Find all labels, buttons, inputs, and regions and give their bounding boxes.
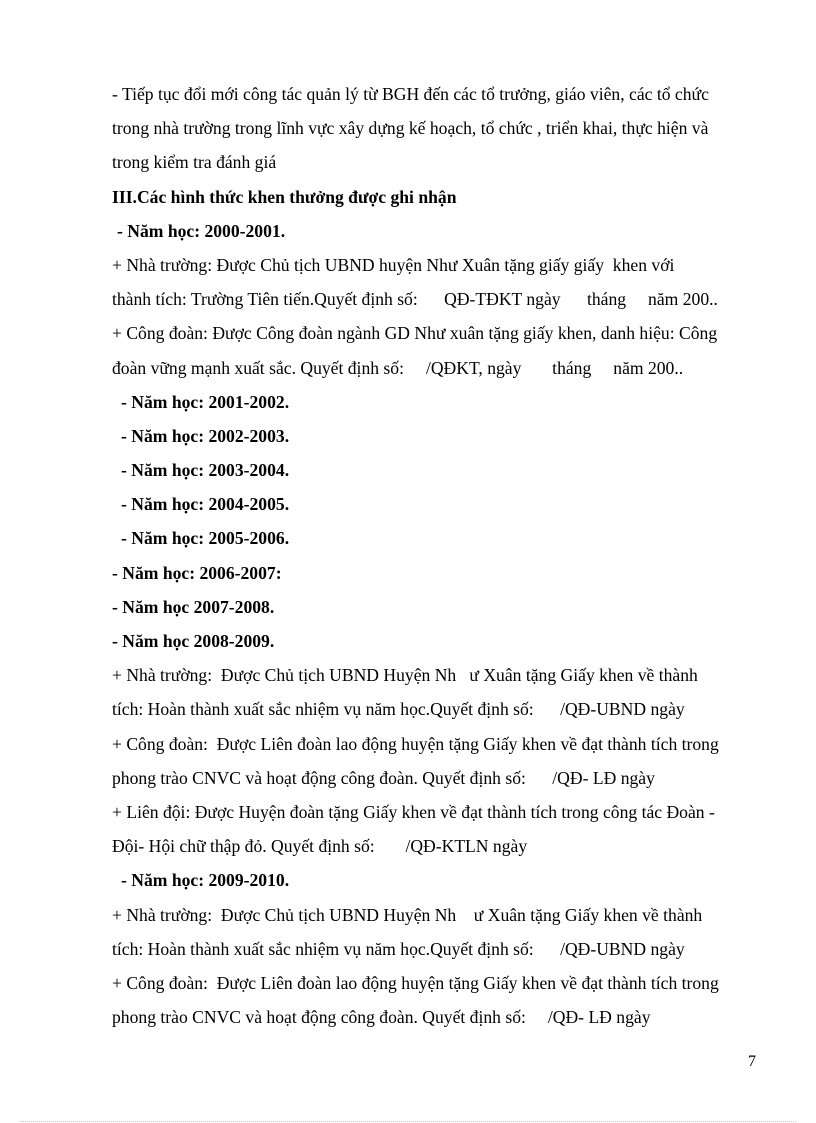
section-heading: - Năm học: 2004-2005. bbox=[121, 494, 290, 515]
text-line: phong trào CNVC và hoạt động công đoàn. Quyết định số: /QĐ- LĐ ngày bbox=[112, 1007, 651, 1028]
text-line: tích: Hoàn thành xuất sắc nhiệm vụ năm học.Quyết định số: /QĐ-UBND ngày bbox=[112, 699, 685, 720]
footer-divider bbox=[20, 1121, 796, 1122]
text-line: + Công đoàn: Được Liên đoàn lao động huyện tặng Giấy khen về đạt thành tích trong bbox=[112, 972, 719, 993]
section-heading: - Năm học: 2001-2002. bbox=[121, 391, 290, 412]
text-line: + Công đoàn: Được Công đoàn ngành GD Như xuân tặng giấy khen, danh hiệu: Công bbox=[112, 323, 718, 344]
text-line: Đội- Hội chữ thập đỏ. Quyết định số: /QĐ-KTLN ngày bbox=[112, 836, 528, 857]
section-heading: III.Các hình thức khen thưởng được ghi nhận bbox=[112, 186, 457, 207]
text-line: trong nhà trường trong lĩnh vực xây dựng kế hoạch, tổ chức , triển khai, thực hiện và bbox=[112, 118, 709, 139]
text-line: phong trào CNVC và hoạt động công đoàn. Quyết định số: /QĐ- LĐ ngày bbox=[112, 767, 655, 788]
text-line: + Nhà trường: Được Chủ tịch UBND huyện Như Xuân tặng giấy giấy khen với bbox=[112, 254, 675, 275]
section-heading: - Năm học: 2000-2001. bbox=[117, 220, 286, 241]
section-heading: - Năm học: 2009-2010. bbox=[121, 870, 290, 891]
section-heading: - Năm học: 2003-2004. bbox=[121, 460, 290, 481]
text-line: + Nhà trường: Được Chủ tịch UBND Huyện Nh ư Xuân tặng Giấy khen về thành bbox=[112, 665, 698, 686]
text-line: thành tích: Trường Tiên tiến.Quyết định số: QĐ-TĐKT ngày tháng năm 200.. bbox=[112, 289, 718, 310]
section-heading: - Năm học: 2006-2007: bbox=[112, 562, 282, 583]
text-line: đoàn vững mạnh xuất sắc. Quyết định số: /QĐKT, ngày tháng năm 200.. bbox=[112, 357, 684, 378]
text-line: tích: Hoàn thành xuất sắc nhiệm vụ năm học.Quyết định số: /QĐ-UBND ngày bbox=[112, 938, 685, 959]
text-line: + Liên đội: Được Huyện đoàn tặng Giấy khen về đạt thành tích trong công tác Đoàn - bbox=[112, 801, 715, 822]
page-body bbox=[112, 77, 762, 1034]
text-line: + Nhà trường: Được Chủ tịch UBND Huyện Nh ư Xuân tặng Giấy khen về thành bbox=[112, 904, 703, 925]
page-number: 7 bbox=[748, 1053, 756, 1070]
section-heading: - Năm học 2008-2009. bbox=[112, 631, 275, 651]
text-line: trong kiểm tra đánh giá bbox=[112, 152, 277, 173]
text-line: + Công đoàn: Được Liên đoàn lao động huyện tặng Giấy khen về đạt thành tích trong bbox=[112, 733, 719, 754]
section-heading: - Năm học 2007-2008. bbox=[112, 596, 275, 617]
section-heading: - Năm học: 2002-2003. bbox=[121, 425, 290, 446]
text-line: - Tiếp tục đổi mới công tác quản lý từ BGH đến các tổ trưởng, giáo viên, các tổ chức bbox=[112, 84, 709, 104]
section-heading: - Năm học: 2005-2006. bbox=[121, 528, 290, 549]
